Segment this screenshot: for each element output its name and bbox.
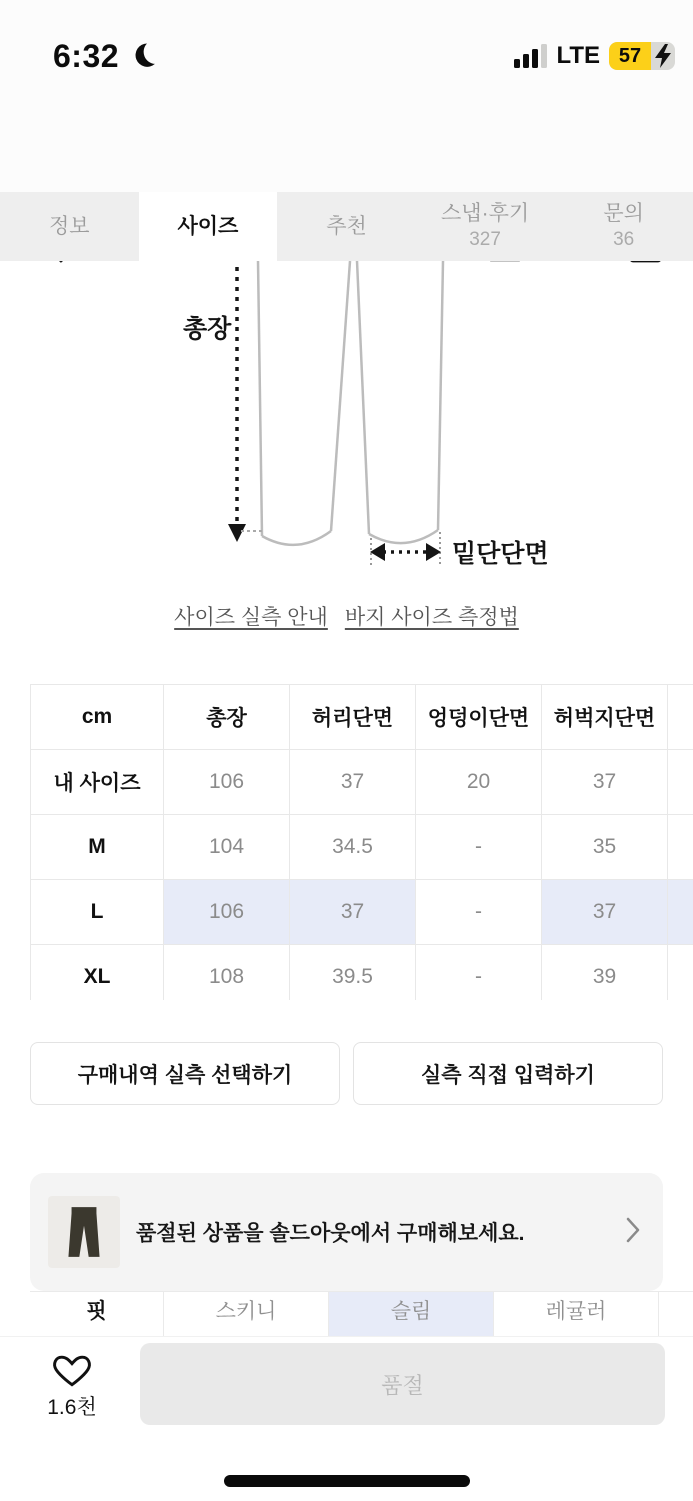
row-label: L [31,880,164,945]
table-cell-partial [668,685,693,750]
length-label: 총장 [183,314,232,343]
tab-count: 36 [613,228,634,252]
tab-label: 사이즈 [177,215,238,239]
battery-indicator [609,42,675,70]
nav-bar [0,100,693,192]
battery-percent: 57 [609,42,651,70]
tab-info[interactable] [0,192,139,261]
select-from-orders-button[interactable]: 구매내역 실측 선택하기 [30,1042,340,1105]
hem-arrow [370,532,441,567]
status-bar [0,0,693,100]
table-header-length: 총장 [164,685,290,750]
table-header-waist: 허리단면 [290,685,416,750]
signal-strength-icon [514,44,547,68]
pants-measurement-diagram [0,261,693,591]
like-button[interactable] [26,1349,118,1421]
measure-links [0,601,693,631]
table-cell: 39 [542,945,668,1001]
soldout-cta-button[interactable]: 품절 [140,1343,665,1425]
table-cell: 37 [290,750,416,815]
product-thumbnail [48,1196,120,1268]
like-count: 1.6천 [47,1391,96,1421]
tab-label: 스냅·후기 [441,202,529,226]
table-cell: 20 [416,750,542,815]
tab-size[interactable] [139,192,278,261]
soldout-banner[interactable] [30,1173,663,1291]
table-cell: 39.5 [290,945,416,1001]
table-cell-partial [668,945,693,1001]
table-cell-partial [668,880,693,945]
table-header-hip: 엉덩이단면 [416,685,542,750]
table-cell: 108 [164,945,290,1001]
table-cell: 104 [164,815,290,880]
network-label: LTE [556,42,600,70]
measure-actions [30,1042,663,1105]
pants-outline-graphic [258,261,443,545]
fit-option-regular: 레귤러 [493,1292,658,1336]
table-cell: - [416,815,542,880]
bottom-bar [0,1336,693,1501]
fit-row [0,1291,693,1336]
heart-icon [51,1349,93,1389]
table-cell-matched: 37 [542,880,668,945]
table-cell: 35 [542,815,668,880]
hem-label: 밑단단면 [452,539,549,568]
chevron-right-icon [625,1216,641,1249]
table-cell: - [416,945,542,1001]
fit-label: 핏 [30,1292,163,1336]
table-cell-partial [668,750,693,815]
enter-measurements-button[interactable]: 실측 직접 입력하기 [353,1042,663,1105]
table-cell: 34.5 [290,815,416,880]
table-header-thigh: 허벅지단면 [542,685,668,750]
fit-option-skinny: 스키니 [163,1292,328,1336]
table-row-xl [31,945,693,1001]
tab-inquiry[interactable] [554,192,693,261]
tab-label: 정보 [49,215,90,239]
table-cell: - [416,880,542,945]
table-header-unit: cm [31,685,164,750]
tab-snap-reviews[interactable] [416,192,555,261]
table-cell: 106 [164,750,290,815]
charging-bolt-icon [655,44,672,70]
status-time: 6:32 [53,38,119,75]
pants-thumbnail-icon [56,1202,112,1262]
fit-option-slim: 슬림 [328,1292,493,1336]
link-size-measure-guide[interactable]: 사이즈 실측 안내 [174,601,328,631]
moon-icon [127,41,157,76]
home-indicator[interactable] [224,1475,470,1487]
table-cell: 37 [542,750,668,815]
row-label: XL [31,945,164,1001]
table-row-m [31,815,693,880]
table-cell-matched: 106 [164,880,290,945]
size-table [30,684,693,1000]
table-row-l [31,880,693,945]
row-label: M [31,815,164,880]
size-table-header-row [31,685,693,750]
tab-count: 327 [469,228,501,252]
fit-cell-partial [658,1292,693,1336]
link-pants-measure-howto[interactable]: 바지 사이즈 측정법 [345,601,519,631]
tab-label: 추천 [326,215,367,239]
table-cell-matched: 37 [290,880,416,945]
table-cell-partial [668,815,693,880]
table-row-my-size [31,750,693,815]
row-label: 내 사이즈 [31,750,164,815]
tab-bar [0,192,693,261]
banner-message: 품절된 상품을 솔드아웃에서 구매해보세요. [136,1217,625,1247]
tab-label: 문의 [603,202,644,226]
tab-recommend[interactable] [277,192,416,261]
